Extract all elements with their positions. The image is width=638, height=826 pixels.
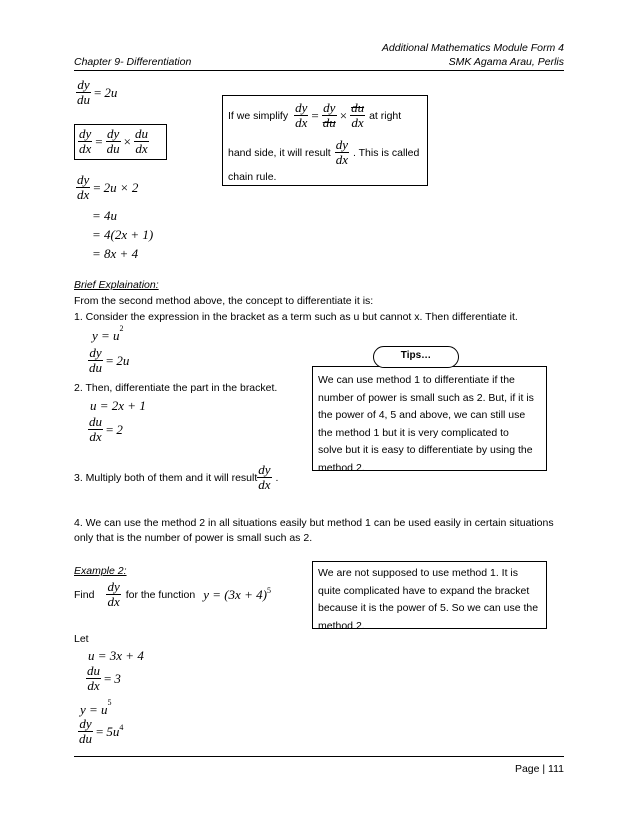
eq-dydu-2u: $\frac{dy}{du}$ = 2u: [89, 345, 130, 375]
footer-rule: [74, 756, 564, 757]
school-name: SMK Agama Arau, Perlis: [448, 56, 564, 68]
explanation-step4-line1: 4. We can use the method 2 in all situations easily but method 1 can be used easily in certain situations: [74, 517, 554, 529]
eq-dydx-step3: = 4(2x + 1): [92, 227, 154, 242]
eq-u-3x4: u = 3x + 4: [88, 648, 144, 663]
eq-dydx-step2: = 4u: [92, 208, 118, 223]
method-note-text: We are not supposed to use method 1. It is quite complicated have to expand the bracket because it is the power of 5. So we can use the method 2.: [318, 567, 539, 632]
header-rule: [74, 70, 564, 71]
explanation-step3: 3. Multiply both of them and it will result $\frac{dy}{dx}$ .: [74, 462, 279, 492]
eq-y-u2: $y = u^2$: [92, 324, 124, 343]
eq-dydx-step4: = 8x + 4: [92, 246, 139, 261]
explanation-step1: 1. Consider the expression in the bracket as a term such as u but cannot x. Then differentiate it.: [74, 311, 518, 323]
eq-dydu-5u4: $\frac{dy}{du}$ = 5u 4: [79, 716, 124, 746]
eq-u-2x1: u = 2x + 1: [90, 398, 146, 413]
explanation-step2: 2. Then, differentiate the part in the bracket.: [74, 382, 278, 394]
tips-text: We can use method 1 to differentiate if the number of power is small such as 2. But, if it is the power of 4, 5 and above, we can still use the method 1 but it is very complicated to solve but it is easy to differentiate by using the method 2.: [318, 374, 534, 474]
chain-note-line1: If we simplify $\frac{dy}{dx}$ = $\frac{dy}{du}$ × $\frac{du}{dx}$ at right: [228, 100, 402, 130]
eq-dudx-2: $\frac{du}{dx}$ = 2: [89, 414, 123, 444]
module-title: Additional Mathematics Module Form 4: [381, 42, 564, 54]
eq-y-u5: $y = u^5$: [80, 698, 112, 717]
chain-note-line3: chain rule.: [228, 171, 277, 183]
explanation-heading: Brief Explaination:: [74, 279, 159, 291]
eq-dydx-step1: $\frac{dy}{dx}$ = 2u × 2: [77, 172, 139, 202]
example2-question: Find $\frac{dy}{dx}$ for the function $y = (3x + 4)^5$: [74, 579, 271, 609]
explanation-step4-line2: only that is the number of power is small such as 2.: [74, 532, 313, 544]
eq-dudx-3: $\frac{du}{dx}$ = 3: [87, 663, 121, 693]
example2-heading: Example 2:: [74, 565, 127, 577]
eq-dydu: $\frac{dy}{du}$ = 2u: [77, 77, 118, 107]
example2-let: Let: [74, 633, 89, 645]
tips-label: Tips…: [373, 346, 459, 368]
chain-note-line2: hand side, it will result $\frac{dy}{dx}$ . This is called: [228, 137, 420, 167]
chapter-title: Chapter 9- Differentiation: [74, 56, 192, 68]
eq-chain-rule: $\frac{dy}{dx}$ = $\frac{dy}{du}$ × $\frac{du}{dx}$: [79, 126, 148, 156]
page-number: Page | 111: [514, 763, 564, 775]
explanation-intro: From the second method above, the concept to differentiate it is:: [74, 295, 374, 307]
